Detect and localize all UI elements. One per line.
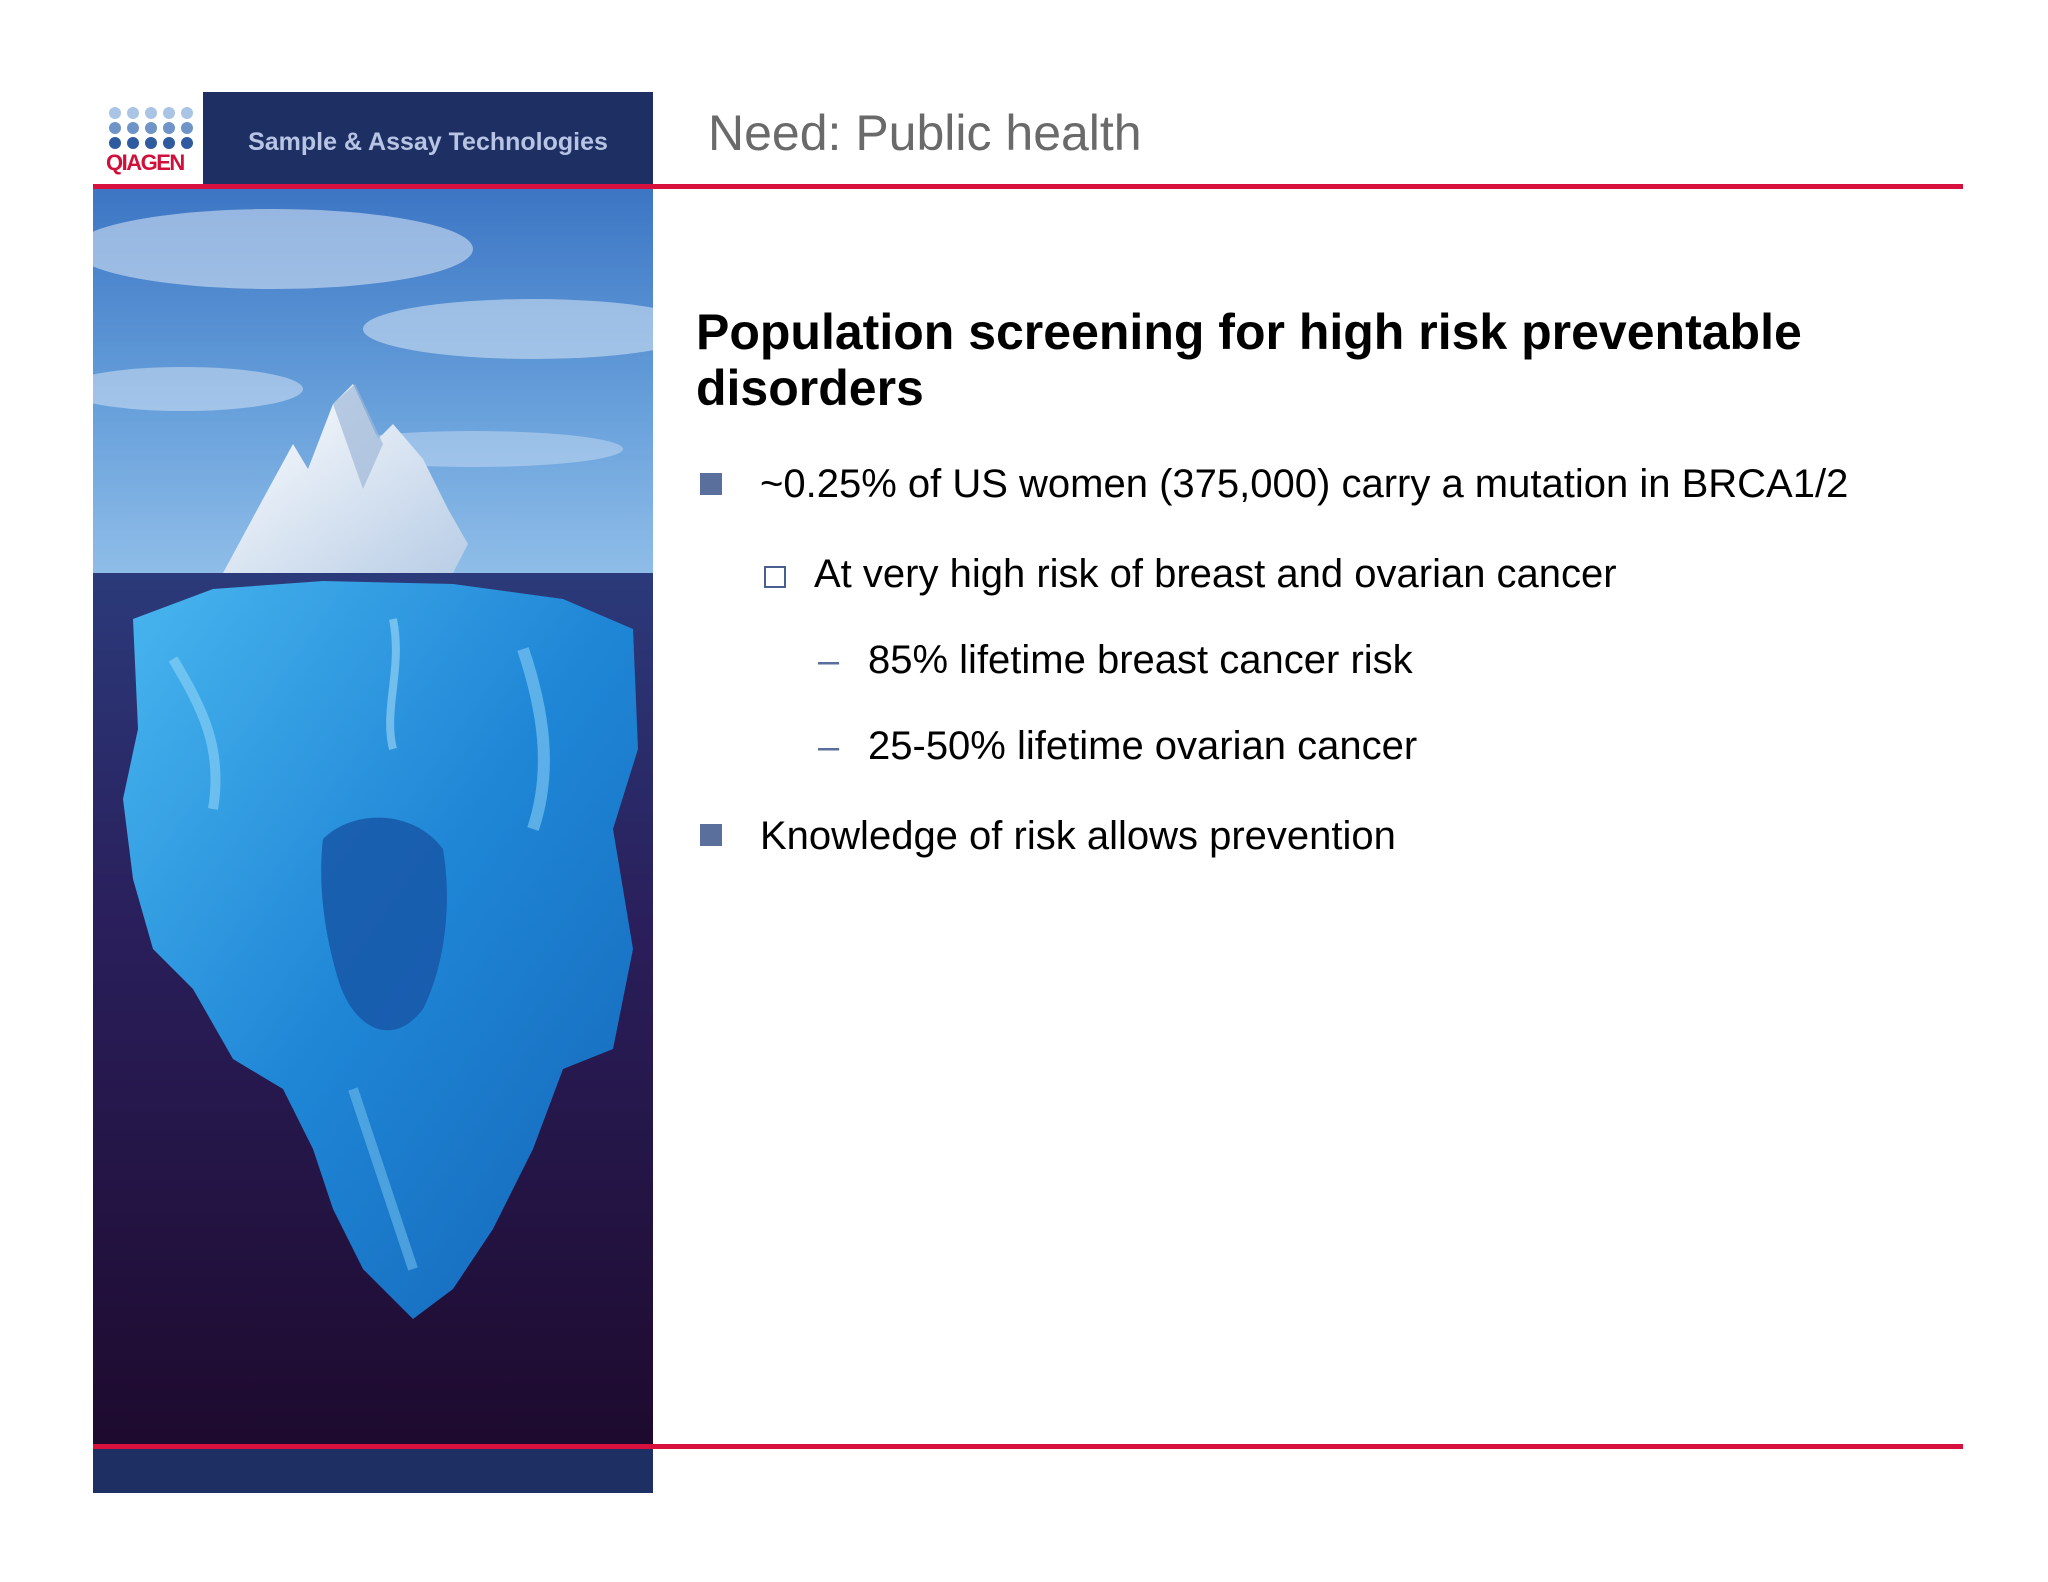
bullet-item: ~0.25% of US women (375,000) carry a mutation in BRCA1/2 bbox=[760, 462, 1849, 506]
content-heading: Population screening for high risk preventable disorders bbox=[696, 304, 1802, 416]
bullet-square-icon bbox=[700, 473, 722, 495]
sub-bullet-item: At very high risk of breast and ovarian cancer bbox=[814, 552, 1617, 596]
bullet-square-icon bbox=[700, 824, 722, 846]
footer-bar bbox=[93, 1449, 653, 1493]
logo-wordmark: QIAGEN bbox=[106, 150, 184, 175]
sub-bullet-square-icon bbox=[764, 566, 786, 588]
tagline-bar bbox=[203, 92, 653, 184]
qiagen-logo bbox=[93, 92, 203, 184]
dash-bullet-icon: – bbox=[818, 640, 840, 682]
tagline-text: Sample & Assay Technologies bbox=[248, 127, 608, 156]
bullet-item: Knowledge of risk allows prevention bbox=[760, 814, 1396, 858]
iceberg-image bbox=[93, 189, 653, 1444]
sub-sub-bullet-item: 85% lifetime breast cancer risk bbox=[868, 638, 1413, 682]
dash-bullet-icon: – bbox=[818, 726, 840, 768]
sub-sub-bullet-item: 25-50% lifetime ovarian cancer bbox=[868, 724, 1418, 768]
slide-title: Need: Public health bbox=[708, 105, 1142, 161]
logo-dots-icon bbox=[107, 106, 197, 151]
